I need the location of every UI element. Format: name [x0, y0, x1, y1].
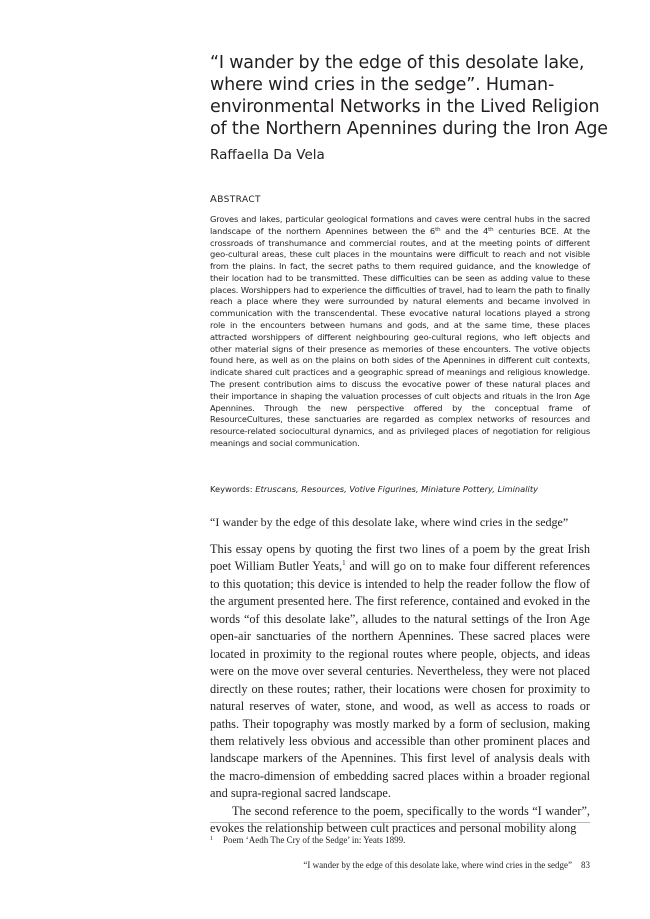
- keywords-label: Keywords:: [210, 484, 253, 494]
- body-paragraph-1-start: This essay opens by quoting the first two lines of a poem by the great Irish poet William Butler Yeats,: [210, 542, 590, 574]
- body-paragraph-1-rest: and will go on to make four different references to this quotation; this device is intended to help the reader follow the flow of the argument presented here. The first reference, contained and evoked in the words “of this desolate lake”, alludes to the natural settings of the Iron Age open-air sanctuaries of the northern Apennines. These sacred places were located in proximity to the regional routes where people, objects, and ideas were on the move over several centuries. Nevertheless, they were not placed directly on these routes; rather, their locations were chosen for proximity to natural reserves of water, stone, and wood, as well as access to roads or paths. Their topography was mostly marked by a form of seclusion, making them relatively less obvious and accessible than other prominent places and landscape markers of the Apennines. This first level of analysis deals with the macro-dimension of embedding sacred places within a broader regional and supra-regional sacred landscape.: [210, 559, 590, 801]
- abstract-text: Groves and lakes, particular geological formations and caves were central hubs in the sacred landscape of the northern Apennines between the 6th and the 4th centuries BCE. At the crossroads of transhumance and commercial routes, and at the meeting points of different geo-cultural areas, these cult places in the mountains were difficult to reach and not visible from the plains. In fact, the secret paths to them required guidance, and the knowledge of their location had to be transmitted. These difficulties can be seen as adding value to these places. Worshippers had to experience the difficulties of travel, had to learn the path to finally reach a place where they were surrounded by natural elements and became involved in communication with the transcendental. These evocative natural locations played a strong role in the encounters between humans and gods, and at the same time, these places attracted worshippers of different neighbouring geo-cultural regions, who left objects and other material signs of their presence as memories of these encounters. The votive objects found here, as well as on the plains on both sides of the Apennines in different cult contexts, indicate shared cult practices and a geographic spread of meanings and religious knowledge. The present contribution aims to discuss the evocative power of these natural places and their importance in shaping the valuation processes of cult objects and rituals in the Iron Age Apennines. Through the new perspective offered by the conceptual frame of ResourceCultures, these sanctuaries are regarded as complex networks of resources and resource-related sociocultural dynamics, and as privileged places of negotiation for religious meanings and social communication.: [210, 214, 590, 448]
- article-title: “I wander by the edge of this desolate lake, where wind cries in the sedge”. Human-environmental Networks in the Lived Religion of the Northern Apennines during the Iron Age: [210, 53, 608, 139]
- page-number: 83: [581, 860, 590, 870]
- body-text: [210, 541, 590, 838]
- abstract-heading-rest: BSTRACT: [217, 195, 261, 205]
- keywords-line: [210, 483, 610, 495]
- body-paragraph-1: [210, 541, 590, 803]
- abstract-heading: [210, 194, 261, 205]
- footnote-reference: 1: [342, 559, 346, 568]
- body-paragraph-2: The second reference to the poem, specifically to the words “I wander”, evokes the relationship between cult practices and personal mobility along: [210, 803, 590, 836]
- keywords-terms: Etruscans, Resources, Votive Figurines, Miniature Pottery, Liminality: [255, 484, 538, 494]
- author-name: Raffaella Da Vela: [210, 147, 325, 163]
- abstract-heading-initial: A: [210, 194, 218, 205]
- footnote-number: 1: [210, 836, 213, 842]
- footnote: [210, 833, 590, 846]
- running-title: “I wander by the edge of this desolate lake, where wind cries in the sedge”: [303, 860, 572, 870]
- running-footer: [210, 859, 590, 871]
- footnote-text: Poem ‘Aedh The Cry of the Sedge’ in: Yeats 1899.: [223, 835, 406, 845]
- footnote-divider: [210, 822, 590, 823]
- epigraph: “I wander by the edge of this desolate lake, where wind cries in the sedge”: [210, 515, 569, 529]
